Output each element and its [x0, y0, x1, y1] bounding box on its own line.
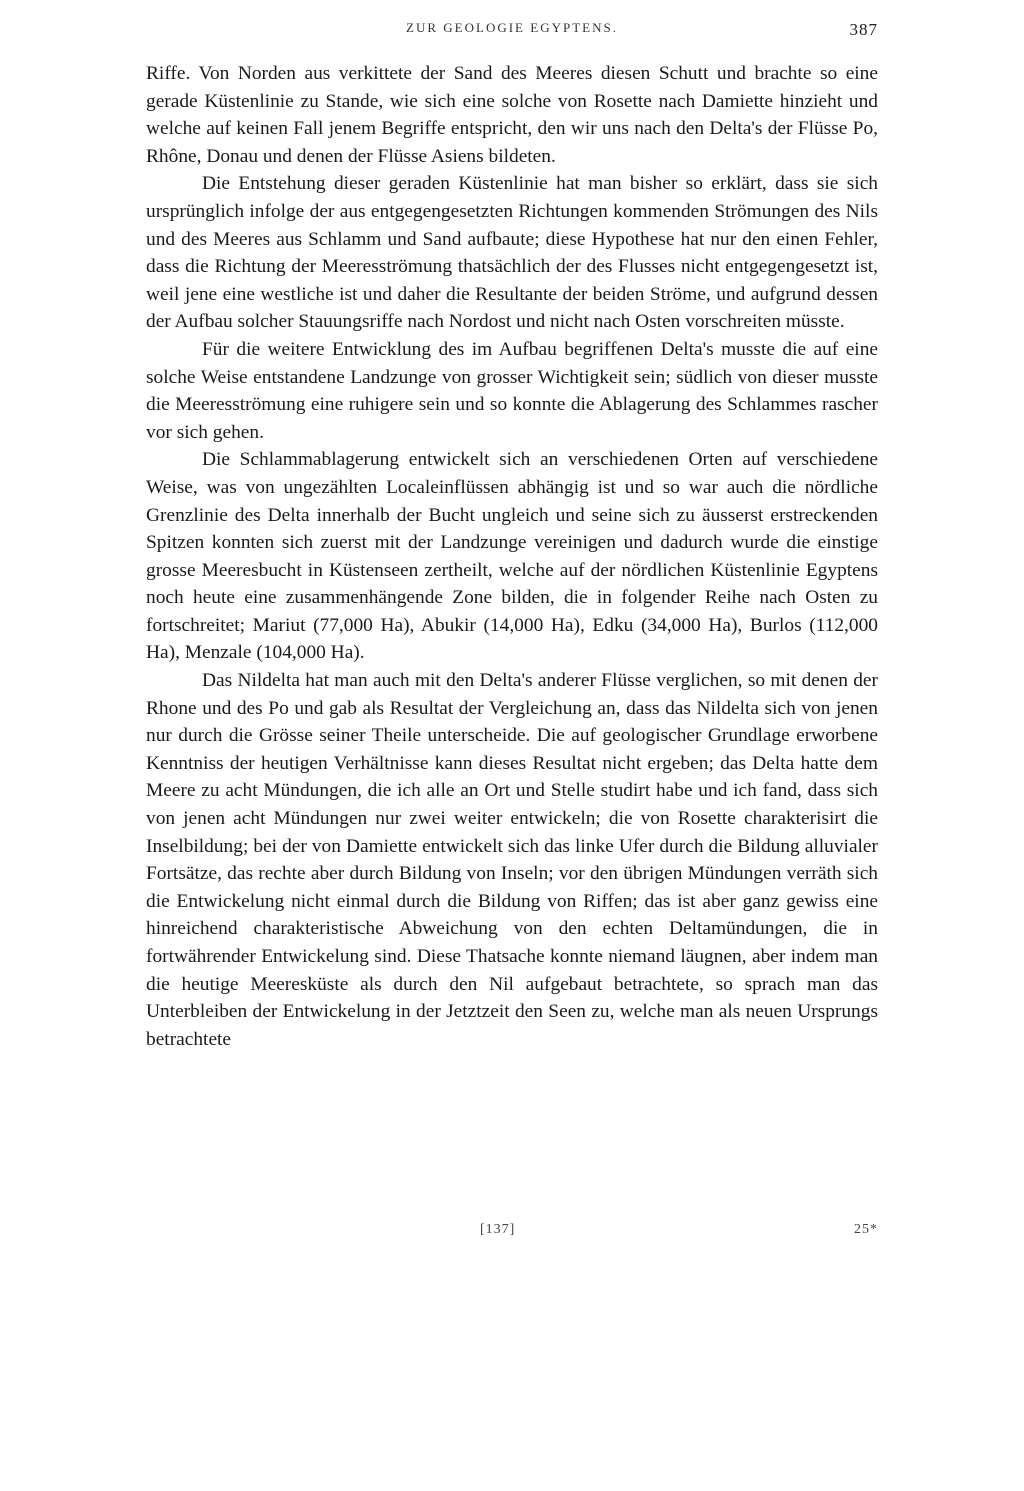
original-page-marker: [137] — [480, 1222, 516, 1237]
paragraph-2: Die Entstehung dieser geraden Küstenlinie hat man bisher so erklärt, dass sie sich ursprünglich infolge der aus entgegengesetzten Richtungen kommenden Strömungen des Nils und des Meeres aus Schlamm und Sand aufbaute; diese Hypothese hat nur den einen Fehler, dass die Richtung der Meeresströmung thatsächlich der des Flusses nicht entgegengesetzt ist, weil jene eine westliche ist und daher die Resultante der beiden Ströme, und aufgrund dessen der Aufbau solcher Stauungsriffe nach Nordost und nicht nach Osten vorschreiten müsste. — [146, 173, 878, 333]
signature-mark: 25* — [854, 1222, 878, 1237]
paragraph-1: Riffe. Von Norden aus verkittete der Sand des Meeres diesen Schutt und brachte so eine gerade Küstenlinie zu Stande, wie sich eine solche von Rosette nach Damiette hinzieht und welche auf keinen Fall jenem Begriffe entspricht, den wir uns nach den Delta's der Flüsse Po, Rhône, Donau und denen der Flüsse Asiens bildeten. — [146, 63, 878, 167]
paragraph-5: Das Nildelta hat man auch mit den Delta's anderer Flüsse verglichen, so mit denen der Rhone und des Po und gab als Resultat der Vergleichung an, dass das Nildelta sich von jenen nur durch die Grösse seiner Theile unterscheide. Die auf geologischer Grundlage erworbene Kenntniss der heutigen Verhältnisse kann dieses Resultat nicht ergeben; das Delta hatte dem Meere zu acht Mündungen, die ich alle an Ort und Stelle studirt habe und ich fand, dass sich von jenen acht Mündungen nur zwei weiter entwickeln; die von Rosette charakterisirt die Inselbildung; bei der von Damiette entwickelt sich das linke Ufer durch die Bildung alluvialer Fortsätze, das rechte aber durch Bildung von Inseln; vor den übrigen Mündungen verräth sich die Entwickelung nicht einmal durch die Bildung von Riffen; das ist aber ganz gewiss eine hinreichend charakteristische Abweichung von den echten Deltamündungen, die in fortwährender Entwickelung sind. Diese Thatsache konnte niemand läugnen, aber indem man die heutige Meeresküste als durch den Nil aufgebaut betrachtete, so sprach man das Unterbleiben der Entwickelung in der Jetztzeit den Seen zu, welche man als neuen Ursprungs betrachtete — [146, 670, 878, 1050]
running-title: ZUR GEOLOGIE EGYPTENS. — [406, 20, 618, 35]
page-footer — [146, 1222, 878, 1248]
page-number: 387 — [849, 20, 878, 39]
body-text — [146, 60, 878, 1053]
paragraph-3: Für die weitere Entwicklung des im Aufbau begriffenen Delta's musste die auf eine solche Weise entstandene Landzunge von grosser Wichtigkeit sein; südlich von dieser musste die Meeresströmung eine ruhigere sein und so konnte die Ablagerung des Schlammes rascher vor sich gehen. — [146, 338, 878, 443]
paragraph-4: Die Schlammablagerung entwickelt sich an verschiedenen Orten auf verschiedene Weise, was von ungezählten Localeinflüssen abhängig ist und so war auch die nördliche Grenzlinie des Delta innerhalb der Bucht ungleich und seine sich zu äusserst erstreckenden Spitzen konnten sich zuerst mit der Landzunge vereinigen und dadurch wurde die einstige grosse Meeresbucht in Küstenseen zertheilt, welche auf der nördlichen Küstenlinie Egyptens noch heute eine zusammenhängende Zone bilden, die in folgender Reihe nach Osten zu fortschreitet; Mariut (77,000 Ha), Abukir (14,000 Ha), Edku (34,000 Ha), Burlos (112,000 Ha), Menzale (104,000 Ha). — [146, 449, 878, 664]
running-head — [146, 20, 878, 44]
